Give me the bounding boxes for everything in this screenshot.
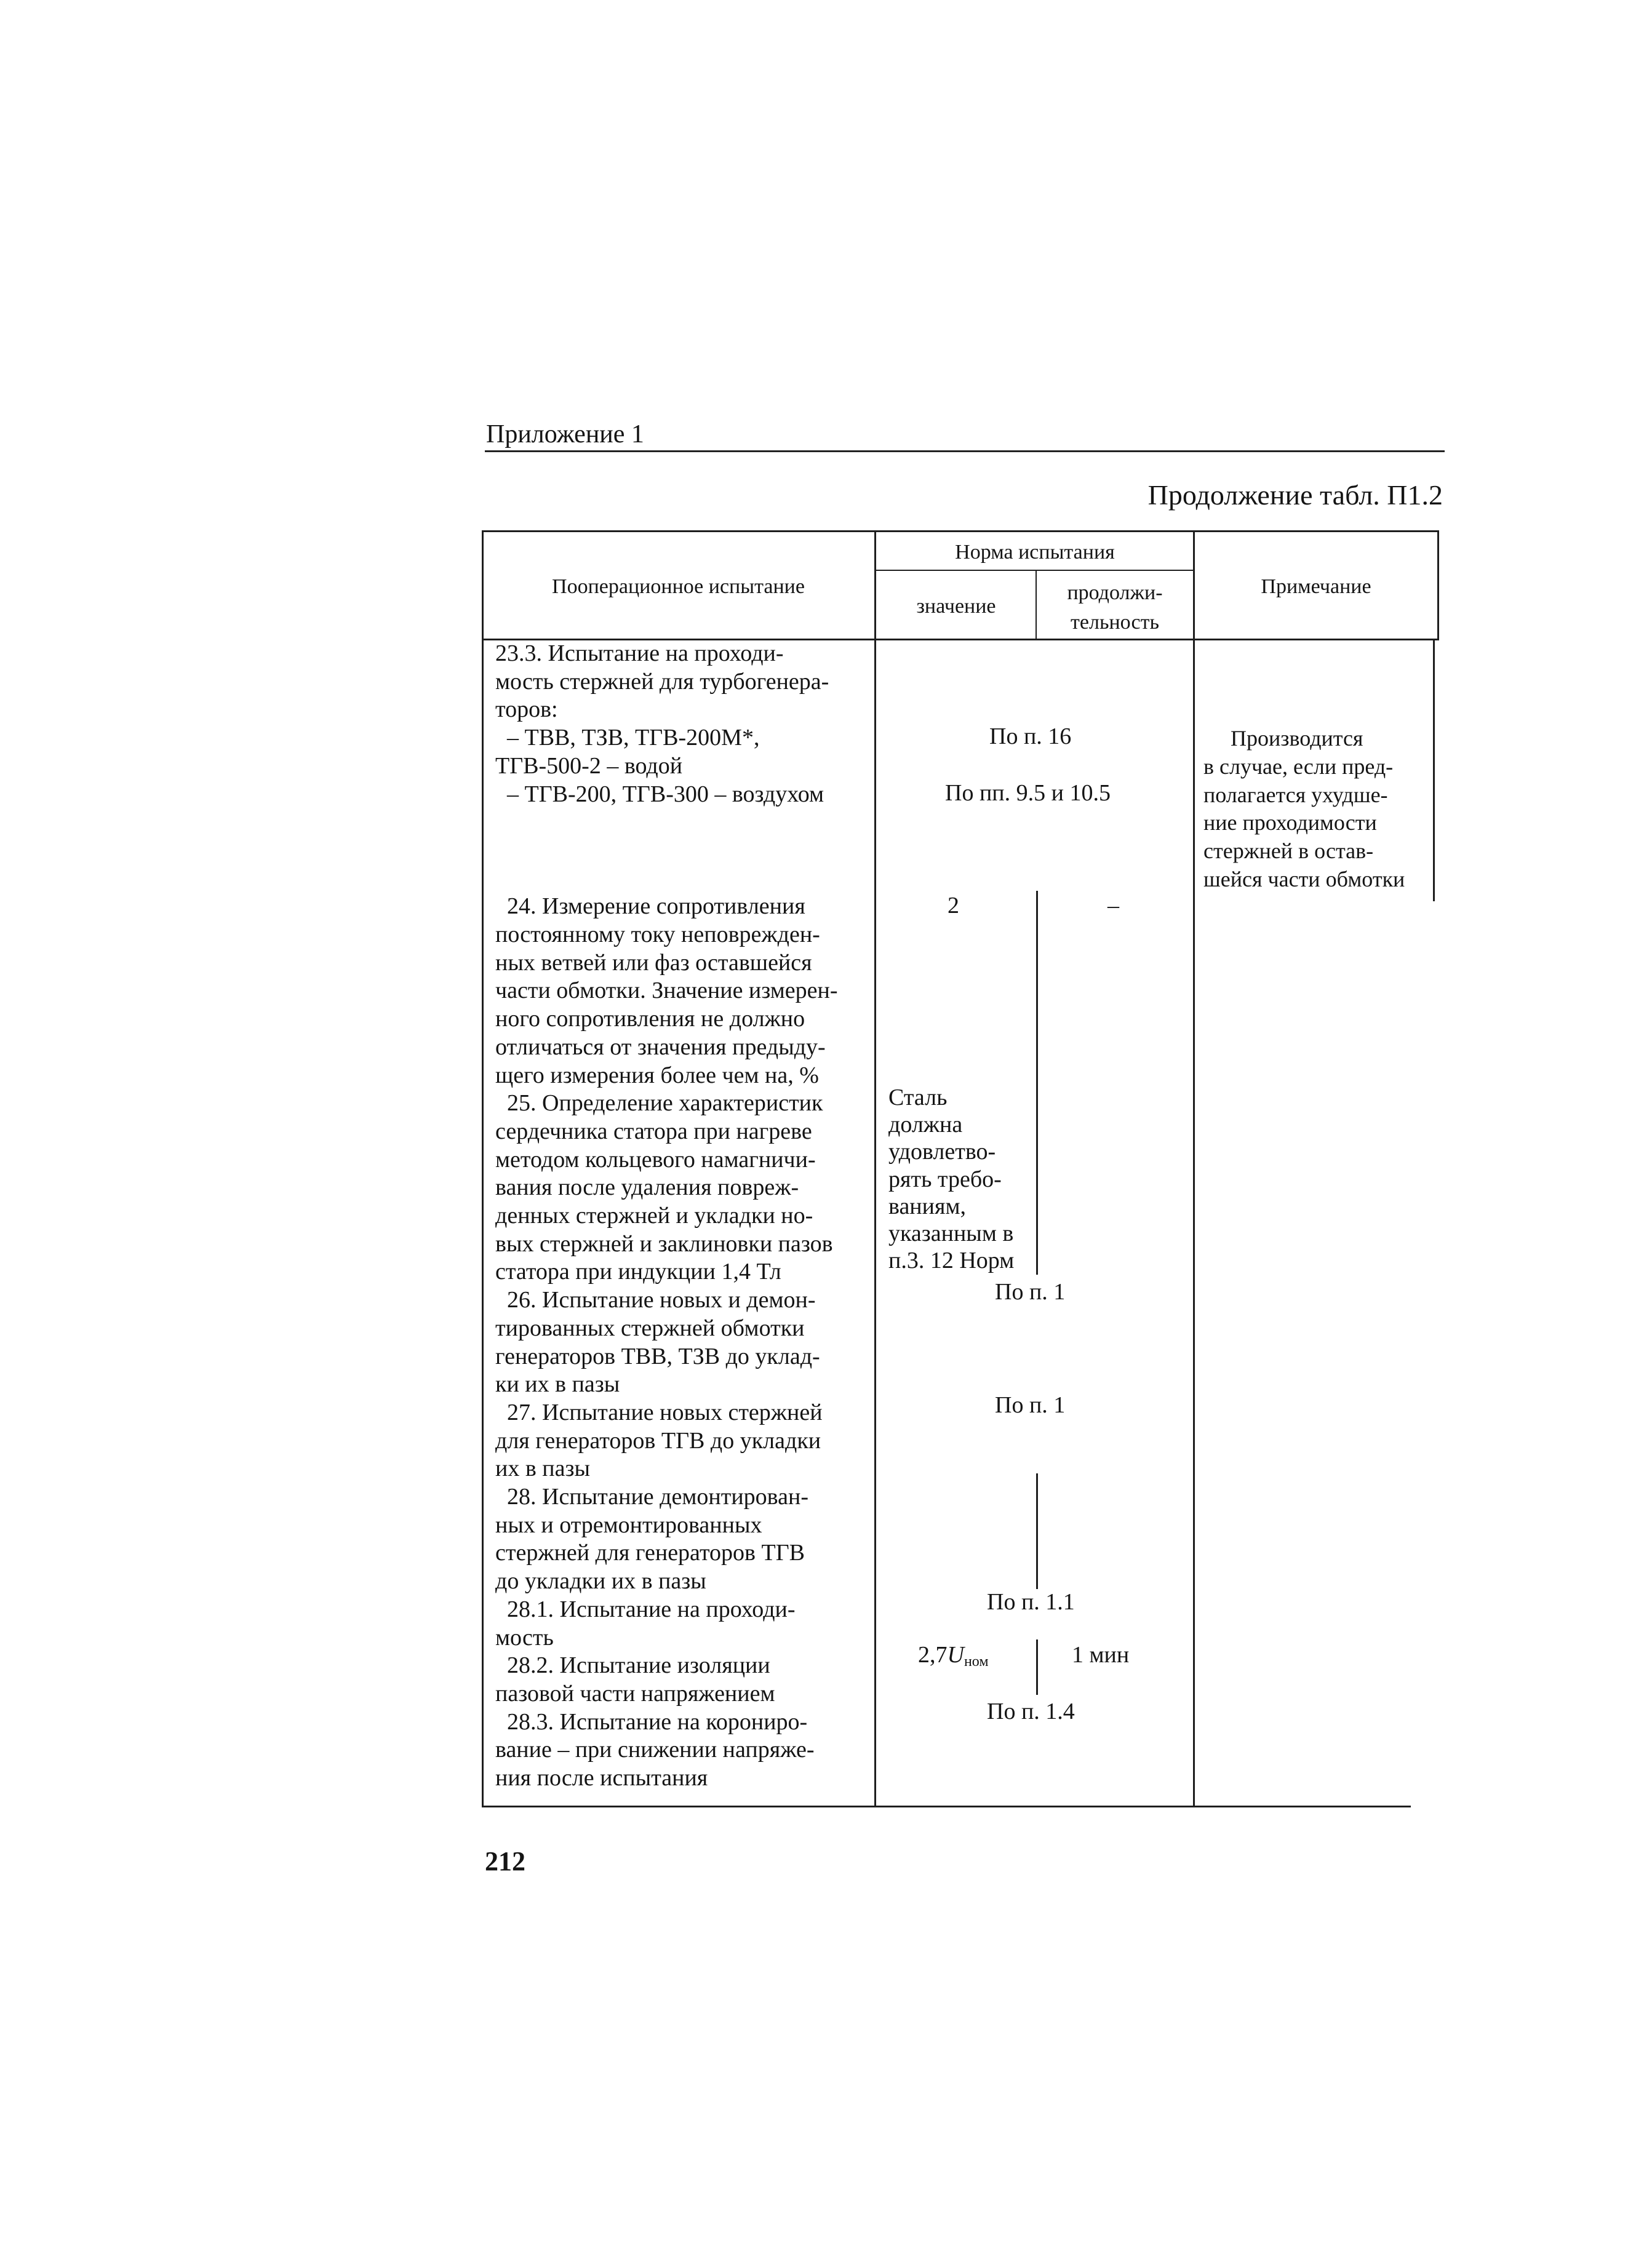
operation-text-line: ного сопротивления не должно bbox=[495, 1006, 805, 1032]
operation-text-line: торов: bbox=[495, 696, 558, 723]
head-rule bbox=[485, 450, 1445, 452]
value-25-line: п.3. 12 Норм bbox=[888, 1248, 1015, 1274]
page-number: 212 bbox=[485, 1846, 525, 1876]
operation-text-line: – ТВВ, ТЗВ, ТГВ-200М*, bbox=[495, 725, 760, 751]
operation-text-line: 23.3. Испытание на проходи- bbox=[495, 640, 784, 666]
operation-text-line: тированных стержней обмотки bbox=[495, 1315, 805, 1341]
table-top-border bbox=[482, 530, 1439, 532]
header-norm: Норма испытания bbox=[955, 541, 1115, 564]
norm-header-rule bbox=[876, 570, 1194, 571]
value-28-2: $2,7U_{ном}$ bbox=[918, 1642, 989, 1670]
operation-text-line: методом кольцевого намагничи- bbox=[495, 1146, 816, 1173]
norm-right-border bbox=[1193, 530, 1195, 1807]
value-25-line: должна bbox=[888, 1112, 963, 1138]
operation-text-line: ния после испытания bbox=[495, 1765, 708, 1791]
value-duration-divider-282 bbox=[1036, 1639, 1038, 1695]
operation-text-line: сердечника статора при нагреве bbox=[495, 1118, 812, 1144]
operation-text-line: отличаться от значения предыду- bbox=[495, 1034, 826, 1060]
value-26: По п. 1 bbox=[995, 1279, 1066, 1305]
col-value-divider-header bbox=[1035, 570, 1037, 640]
value-25-line: Сталь bbox=[888, 1085, 948, 1110]
operation-text-line: 28.2. Испытание изоляции bbox=[495, 1652, 770, 1679]
operation-text-line: мость bbox=[495, 1624, 554, 1651]
value-23-water: По п. 16 bbox=[989, 723, 1072, 749]
table-left-border bbox=[482, 530, 484, 1807]
operation-text-line: 25. Определение характеристик bbox=[495, 1090, 823, 1117]
operation-text-line: вания после удаления повреж- bbox=[495, 1174, 799, 1201]
operation-text-line: ТГВ-500-2 – водой bbox=[495, 752, 683, 779]
operation-text-line: ных и отремонтированных bbox=[495, 1512, 762, 1538]
note-text-line: ние проходимости bbox=[1203, 810, 1377, 835]
operation-text-line: пазовой части напряжением bbox=[495, 1680, 775, 1707]
col1-right-border bbox=[874, 530, 876, 1807]
operation-text-line: ных ветвей или фаз оставшейся bbox=[495, 949, 812, 976]
table-right-border-header bbox=[1437, 530, 1439, 640]
operation-text-line: мость стержней для турбогенера- bbox=[495, 668, 829, 695]
operation-text-line: – ТГВ-200, ТГВ-300 – воздухом bbox=[495, 781, 824, 807]
value-25-line: ваниям, bbox=[888, 1193, 967, 1219]
note-text-line: стержней в остав- bbox=[1203, 839, 1374, 864]
operation-text-line: щего измерения более чем на, % bbox=[495, 1062, 819, 1088]
value-25-line: указанным в bbox=[888, 1221, 1014, 1246]
header-duration: продолжи- тельность bbox=[1067, 581, 1163, 634]
table-caption: Продолжение табл. П1.2 bbox=[1147, 479, 1443, 511]
value-25-line: удовлетво- bbox=[888, 1139, 996, 1165]
operation-text-line: стержней для генераторов ТГВ bbox=[495, 1540, 805, 1566]
operation-text-line: 28. Испытание демонтирован- bbox=[495, 1484, 808, 1510]
value-23-air: По пп. 9.5 и 10.5 bbox=[945, 780, 1111, 806]
note-text-line: шейся части обмотки bbox=[1203, 867, 1405, 891]
operation-text-line: 26. Испытание новых и демон- bbox=[495, 1287, 816, 1313]
operation-text-line: вых стержней и заклиновки пазов bbox=[495, 1230, 833, 1257]
note-text-line: в случае, если пред- bbox=[1203, 754, 1394, 779]
operation-text-line: 24. Измерение сопротивления bbox=[495, 893, 805, 920]
value-28-1: По п. 1.1 bbox=[987, 1589, 1075, 1615]
value-duration-divider-28 bbox=[1036, 1473, 1038, 1589]
value-duration-divider-24-25 bbox=[1036, 891, 1038, 1275]
running-head: Приложение 1 bbox=[486, 420, 644, 448]
duration-28-2: 1 мин bbox=[1072, 1642, 1130, 1668]
note-text-line: Производится bbox=[1231, 726, 1363, 751]
note-text-line: полагается ухудше- bbox=[1203, 782, 1388, 807]
value-28-3: По п. 1.4 bbox=[987, 1699, 1075, 1724]
value-24: 2 bbox=[948, 893, 959, 918]
note-right-border bbox=[1433, 640, 1435, 901]
header-value: значение bbox=[916, 595, 996, 618]
operation-text-line: до укладки их в пазы bbox=[495, 1568, 706, 1595]
operation-text-line: 28.3. Испытание на корониро- bbox=[495, 1708, 808, 1735]
header-note: Примечание bbox=[1261, 575, 1371, 598]
value-27: По п. 1 bbox=[995, 1392, 1066, 1418]
operation-text-line: вание – при снижении напряже- bbox=[495, 1737, 815, 1763]
operation-text-line: части обмотки. Значение измерен- bbox=[495, 978, 838, 1004]
operation-text-line: денных стержней и укладки но- bbox=[495, 1203, 813, 1229]
operation-text-line: для генераторов ТГВ до укладки bbox=[495, 1427, 821, 1454]
header-operation: Пооперационное испытание bbox=[552, 575, 805, 598]
operation-text-line: ки их в пазы bbox=[495, 1371, 620, 1398]
operation-text-line: 27. Испытание новых стержней bbox=[495, 1399, 823, 1425]
table-bottom-border bbox=[482, 1806, 1411, 1807]
operation-text-line: постоянному току неповрежден- bbox=[495, 922, 820, 947]
operation-text-line: их в пазы bbox=[495, 1456, 591, 1482]
operation-text-line: генераторов ТВВ, ТЗВ до уклад- bbox=[495, 1343, 820, 1369]
duration-24: – bbox=[1107, 893, 1119, 918]
value-25-line: рять требо- bbox=[888, 1166, 1002, 1192]
operation-text-line: 28.1. Испытание на проходи- bbox=[495, 1596, 796, 1622]
operation-text-line: статора при индукции 1,4 Тл bbox=[495, 1259, 781, 1285]
